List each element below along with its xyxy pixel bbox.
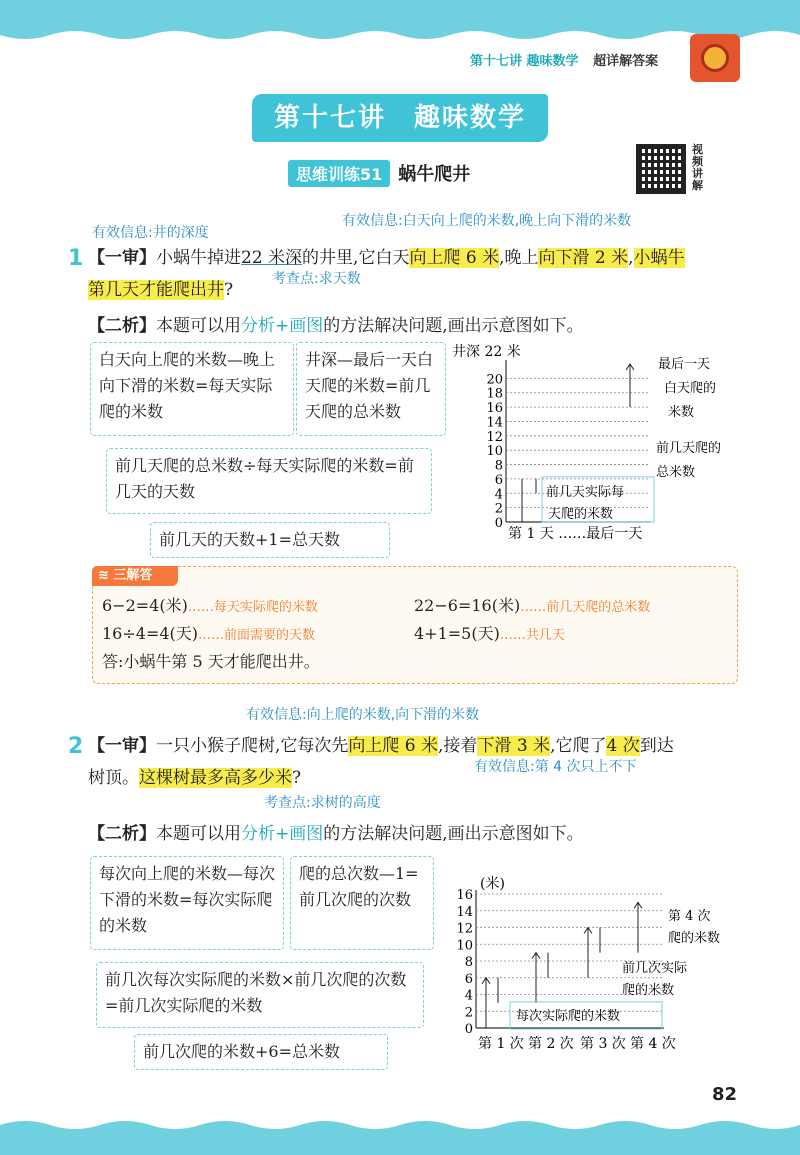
training-tag: 思维训练51 [288,160,390,187]
q1-note-up-down: 有效信息:白天向上爬的米数,晚上向下滑的米数 [342,213,632,229]
y-tick-label: 2 [494,501,503,517]
q2-box-product: 前几次每次实际爬的米数×前几次爬的次数=前几次实际爬的米数 [96,962,424,1028]
q1-box-total: 前几天的天数+1=总天数 [150,522,390,558]
q1-answer-line2b: 4+1=5(天)……共几天 [414,624,565,643]
q2-problem-text: 【一审】一只小猴子爬树,它每次先向上爬 6 米,接着下滑 3 米,它爬了4 次到达 树顶。这棵树最多高多少米? [88,736,674,788]
q1-problem-text: 【一审】小蜗牛掉进22 米深的井里,它白天向上爬 6 米,晚上向下滑 2 米,小蜗牛 第几天才能爬出井? [88,248,685,300]
y-tick-label: 8 [494,458,503,474]
q1-answer-line1b: 22−6=16(米)……前几天爬的总米数 [414,596,651,615]
y-tick-label: 0 [464,1022,473,1037]
q1-label-lastday2: 白天爬的 [664,381,717,396]
q1-label-prev2: 总米数 [656,465,696,480]
q2-x-label-3: 第 3 次 [580,1036,626,1052]
q2-x-label-4: 第 4 次 [630,1036,676,1052]
q1-label-daily1: 前几天实际每 [546,485,625,500]
brand-logo-icon [690,34,740,82]
section-subtitle [288,160,470,188]
y-tick-label: 4 [494,487,503,503]
header-lecture: 第十七讲 趣味数学 [470,54,579,69]
q2-x-label-1: 第 1 次 [478,1036,524,1052]
qr-label: 视 频 讲 解 [692,143,703,192]
q1-answer-tag: ≋ 三解答 [92,566,178,586]
q2-label-each: 每次实际爬的米数 [516,1009,621,1024]
q2-number: 2 [68,734,84,759]
q1-number: 1 [68,246,84,271]
q1-note-depth: 有效信息:井的深度 [92,225,209,241]
q1-note-point: 考查点:求天数 [272,271,361,287]
y-tick-label: 14 [456,904,473,920]
y-tick-label: 18 [486,386,503,402]
page-number: 82 [712,1084,738,1105]
y-tick-label: 0 [494,516,503,531]
q1-answer-line1a: 6−2=4(米)……每天实际爬的米数 [102,596,318,615]
q1-label-prev1: 前几天爬的 [656,441,722,456]
q1-diagram [450,340,750,550]
q2-box-total: 前几次爬的米数+6=总米数 [134,1034,388,1070]
q1-x-label: 第 1 天 ……最后一天 [508,526,643,542]
y-tick-label: 12 [486,429,503,445]
y-tick-label: 6 [464,971,473,987]
q2-box-count: 爬的总次数—1=前几次爬的次数 [290,856,434,950]
y-tick-label: 12 [456,921,473,937]
y-tick-label: 6 [494,472,503,488]
page-header [470,50,658,74]
y-tick-label: 2 [464,1005,473,1021]
y-tick-label: 10 [456,938,473,954]
qr-code-icon[interactable] [636,144,686,194]
y-tick-label: 10 [486,444,503,460]
q2-note-up-down: 有效信息:向上爬的米数,向下滑的米数 [246,707,480,723]
q2-label-fourth2: 爬的米数 [668,931,721,946]
q1-analysis-line: 【二析】本题可以用分析+画图的方法解决问题,画出示意图如下。 [88,316,584,336]
q1-label-lastday1: 最后一天 [658,357,711,372]
q1-box-previous: 井深—最后一天白天爬的米数=前几天爬的总米数 [296,342,446,436]
q2-note-fourth: 有效信息:第 4 次只上不下 [474,759,637,775]
q2-note-point: 考查点:求树的高度 [264,795,381,811]
y-tick-label: 16 [456,888,473,903]
bottom-wave-band [0,1118,800,1155]
y-tick-label: 14 [486,415,503,431]
q1-diagram-title: 井深 22 米 [452,344,521,360]
page-title: 第十七讲 趣味数学 [252,94,548,142]
q2-unit-label: (米) [480,876,505,892]
q1-box-days: 前几天爬的总米数÷每天实际爬的米数=前几天的天数 [106,448,432,514]
y-tick-label: 4 [464,988,473,1004]
q1-answer-line2a: 16÷4=4(天)……前面需要的天数 [102,624,316,643]
q2-analysis-line: 【二析】本题可以用分析+画图的方法解决问题,画出示意图如下。 [88,824,584,844]
q2-x-label-2: 第 2 次 [528,1036,574,1052]
q2-label-prev2: 爬的米数 [622,983,675,998]
q2-label-fourth1: 第 4 次 [668,909,711,924]
y-tick-label: 16 [486,401,503,417]
header-answers: 超详解答案 [593,54,659,69]
q1-answer-conclusion: 答:小蜗牛第 5 天才能爬出井。 [102,652,320,671]
q2-diagram [450,872,750,1062]
q1-label-daily2: 天爬的米数 [548,507,614,522]
q1-label-lastday3: 米数 [668,405,695,420]
y-tick-label: 8 [464,955,473,970]
q1-box-daily: 白天向上爬的米数—晚上向下滑的米数=每天实际爬的米数 [90,342,294,436]
q2-label-prev1: 前几次实际 [622,961,688,976]
q2-box-each: 每次向上爬的米数—每次下滑的米数=每次实际爬的米数 [90,856,284,950]
y-tick-label: 20 [486,372,503,388]
top-wave-band [0,0,800,42]
training-name: 蜗牛爬井 [398,164,471,185]
